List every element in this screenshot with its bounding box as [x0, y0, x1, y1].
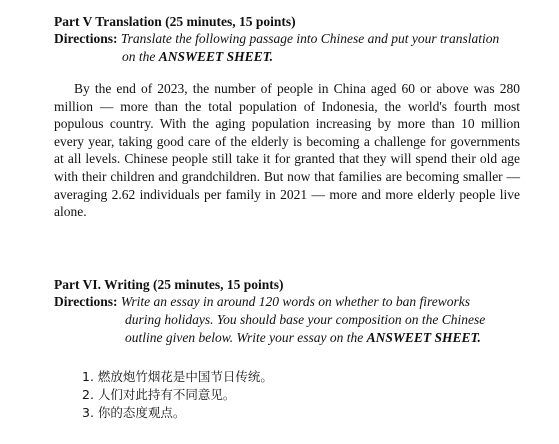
- outline-item: 2. 人们对此持有不同意见。: [82, 387, 236, 402]
- part5-directions-text-1: Translate the following passage into Chinese and put your translation: [120, 31, 500, 46]
- part5-title: Part V Translation (25 minutes, 15 points): [54, 14, 296, 29]
- part6-title: Part VI. Writing (25 minutes, 15 points): [54, 277, 284, 292]
- part6-directions: Directions: Write an essay in around 120 words on whether to ban fireworks during holidays. You should base your composition on the Chinese outline given below. Write your essay on the ANSWEET SHEET.: [54, 294, 486, 345]
- part6-directions-line-1: Write an essay in around 120 words on whether to ban fireworks: [120, 294, 470, 309]
- part5-period: .: [269, 49, 274, 64]
- outline-item: 1. 燃放炮竹烟花是中国节日传统。: [82, 369, 273, 384]
- part6-directions-line-2: during holidays. You should base your composition on the Chinese: [125, 312, 486, 327]
- part6-period: .: [477, 330, 481, 345]
- part5-directions-text-2: on the: [122, 49, 159, 64]
- part6-directions-line-3: outline given below. Write your essay on the: [125, 330, 367, 345]
- part6-sheet-name: ANSWEET SHEET: [366, 330, 478, 345]
- part5-directions: Directions: Translate the following passage into Chinese and put your translation on the ANSWEET SHEET.: [54, 31, 500, 64]
- part5-sheet-name: ANSWEET SHEET: [158, 49, 270, 64]
- essay-outline: [82, 368, 273, 422]
- translation-passage: By the end of 2023, the number of people in China aged 60 or above was 280 million — more than the total population of Indonesia, the world's fourth most populous country. With the aging population increasing by more than 10 million every year, taking good care of the elderly is becoming a challenge for governments at all levels. Chinese people still take it for granted that they will spend their old age with their children and grandchildren. But now that families are becoming smaller — averaging 2.62 individuals per family in 2021 — more and more elderly people live alone.: [54, 81, 520, 220]
- part6-directions-label: Directions: [54, 294, 113, 309]
- outline-item: 3. 你的态度观点。: [82, 405, 186, 420]
- part5-directions-label: Directions: [54, 31, 113, 46]
